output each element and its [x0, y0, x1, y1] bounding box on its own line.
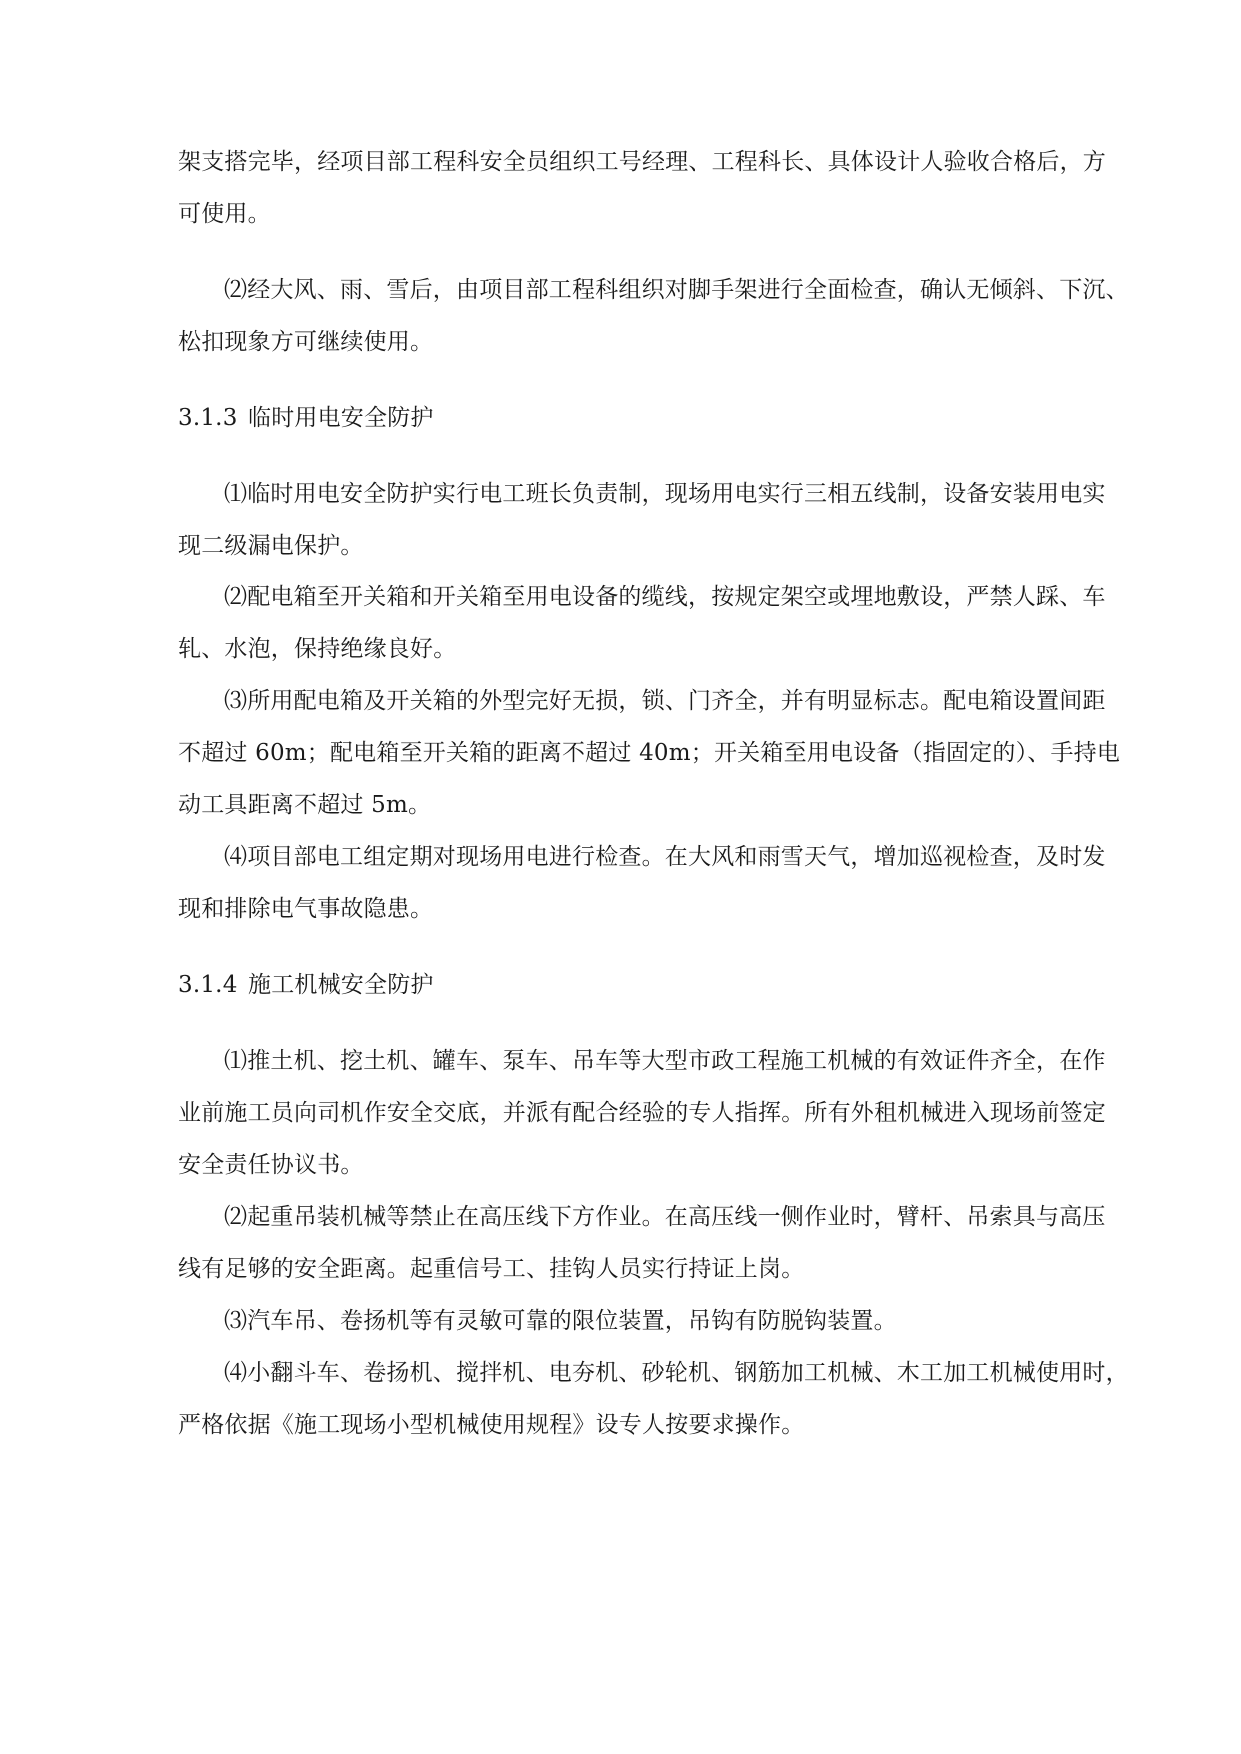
section-number: 3.1.4 — [178, 972, 238, 998]
text-line: 业前施工员向司机作安全交底，并派有配合经验的专人指挥。所有外租机械进入现场前签定 — [178, 1100, 1106, 1126]
text-line: 线有足够的安全距离。起重信号工、挂钩人员实行持证上岗。 — [178, 1256, 805, 1282]
text-line: 轧、水泡，保持绝缘良好。 — [178, 636, 457, 662]
text-line: 现和排除电气事故隐患。 — [178, 896, 434, 922]
text-line: 架支搭完毕，经项目部工程科安全员组织工号经理、工程科长、具体设计人验收合格后，方 — [178, 149, 1106, 175]
text-line: 安全责任协议书。 — [178, 1152, 364, 1178]
text-line: 现二级漏电保护。 — [178, 533, 364, 559]
text-line: ⑴临时用电安全防护实行电工班长负责制，现场用电实行三相五线制，设备安装用电实 — [224, 481, 1106, 507]
section-title: 临时用电安全防护 — [248, 405, 434, 431]
text-line: ⑷小翻斗车、卷扬机、搅拌机、电夯机、砂轮机、钢筋加工机械、木工加工机械使用时， — [224, 1360, 1129, 1386]
section-number: 3.1.3 — [178, 405, 238, 431]
text-line: 松扣现象方可继续使用。 — [178, 329, 434, 355]
text-line: ⑵配电箱至开关箱和开关箱至用电设备的缆线，按规定架空或埋地敷设，严禁人踩、车 — [224, 584, 1106, 610]
text-line: 严格依据《施工现场小型机械使用规程》设专人按要求操作。 — [178, 1412, 805, 1438]
text-line: ⑷项目部电工组定期对现场用电进行检查。在大风和雨雪天气，增加巡视检查，及时发 — [224, 844, 1106, 870]
text-line: ⑴推土机、挖土机、罐车、泵车、吊车等大型市政工程施工机械的有效证件齐全，在作 — [224, 1048, 1106, 1074]
section-heading-3-1-4 — [178, 970, 434, 1000]
text-line: ⑵起重吊装机械等禁止在高压线下方作业。在高压线一侧作业时，臂杆、吊索具与高压 — [224, 1204, 1106, 1230]
text-line: ⑶所用配电箱及开关箱的外型完好无损，锁、门齐全，并有明显标志。配电箱设置间距 — [224, 688, 1106, 714]
text-line: 可使用。 — [178, 201, 271, 227]
text-line: ⑶汽车吊、卷扬机等有灵敏可靠的限位装置，吊钩有防脱钩装置。 — [224, 1308, 897, 1334]
text-line: ⑵经大风、雨、雪后，由项目部工程科组织对脚手架进行全面检查，确认无倾斜、下沉、 — [224, 277, 1129, 303]
section-heading-3-1-3 — [178, 403, 434, 433]
text-line: 不超过 60m；配电箱至开关箱的距离不超过 40m；开关箱至用电设备（指固定的）、手持电 — [178, 740, 1121, 766]
text-line: 动工具距离不超过 5m。 — [178, 792, 432, 818]
section-title: 施工机械安全防护 — [248, 972, 434, 998]
